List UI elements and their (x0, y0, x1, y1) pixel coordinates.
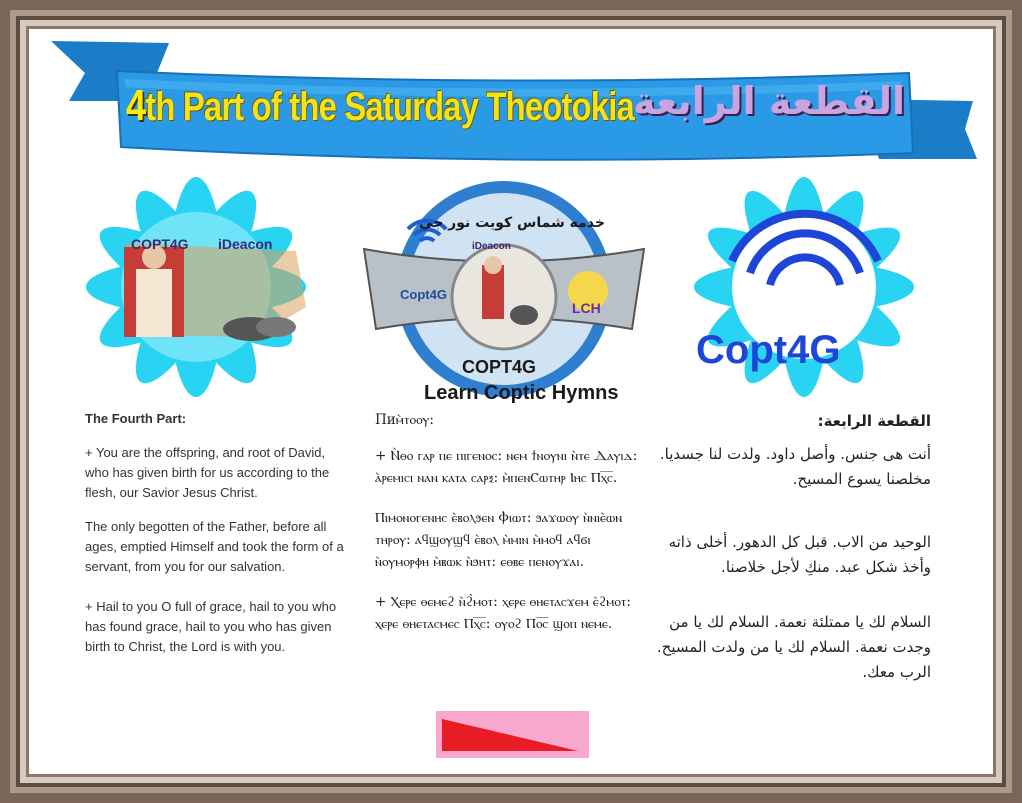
arabic-paragraph-2: الوحيد من الاب. قبل كل الدهور. أخلى ذاته وأخذ شكل عبد. منكِ لأجل خلاصنا. (668, 533, 931, 576)
flower-petals-left (36, 177, 371, 397)
title-banner (29, 29, 993, 199)
banner-title-number: 4 (126, 81, 146, 130)
english-heading: The Fourth Part: (85, 411, 187, 426)
center-logo-brand: COPT4G (462, 357, 537, 377)
coptic-paragraph-2: Ⲡⲓⲙⲟⲛⲟⲅⲉⲛⲏⲥ ⲉ̀ⲃⲟⲗϧⲉⲛ Ⲫⲓⲱⲧ: ϧⲁϫⲱⲟⲩ ⲛ̀ⲛⲓⲉ̀ⲱⲛ ⲧⲏⲣⲟⲩ: ⲁϥϣⲟⲩϣϥ ⲉ̀ⲃⲟⲗ ⲙ̀ⲙⲓⲛ ⲙ̀ⲙⲟϥ ⲁϥϭⲓ ⲛ̀ⲟⲩⲙⲟⲣⲫⲏ ⲙ̀ⲃⲱⲕ ⲛ̀ϧⲏⲧ: ⲉⲑⲃⲉ ⲡⲉⲛⲟⲩϫⲁⲓ. (375, 510, 623, 570)
coptic-paragraph-3: + Ⲭⲉⲣⲉ ⲑⲉⲙⲉϩ ⲛ̀ϩ̀ⲙⲟⲧ: ⲭⲉⲣⲉ ⲑⲏⲉⲧⲁⲥϫⲉⲙ ⲉ̀ϩⲙⲟⲧ: ⲭⲉⲣⲉ ⲑⲏⲉⲧⲁⲥⲙⲉⲥ Ⲡⲭ̅ⲥ̅: ⲟⲩⲟϩ Ⲡⲟ̅ⲥ̅ ϣⲟⲡ ⲛⲉⲙⲉ. (375, 594, 631, 632)
arabic-paragraph-3: السلام لك يا ممتلئة نعمة. السلام لك يا من وجدت نعمة. السلام لك يا من ولدت المسيح. الرب معك. (656, 613, 931, 681)
center-logo-sub: iDeacon (472, 241, 511, 252)
center-logo-arc-text: خدمه شماس كويت نور جي (419, 215, 605, 231)
center-logo-graphic (362, 179, 647, 404)
left-logo-brand: COPT4G (131, 236, 189, 252)
arabic-heading: القطعة الرابعة: (817, 412, 931, 430)
flower-petals-right (634, 177, 979, 397)
coptic-paragraph-1: + Ⲛ̀ⲑⲟ ⲅⲁⲣ ⲡⲉ ⲡⲓⲅⲉⲛⲟⲥ: ⲛⲉⲙ ϯⲛⲟⲩⲛⲓ ⲛ̀ⲧⲉ Ⲇⲁⲩⲓⲇ: ⲁ̀ⲣⲉⲙⲓⲥⲓ ⲛⲁⲛ ⲕⲁⲧⲁ ⲥⲁⲣⲝ: ⲙ̀ⲡⲉⲛⲤⲱⲧⲏⲣ Ⲓⲏⲥ Ⲡⲭ̅ⲥ̅. (375, 448, 638, 486)
left-logo-sub: iDeacon (218, 236, 273, 252)
banner-title-text: th Part of the Saturday Theotokia (145, 85, 634, 129)
center-logo[interactable] (362, 179, 647, 404)
red-triangle-icon (436, 711, 589, 758)
english-paragraph-1: + You are the offspring, and root of David, who has given birth for us according to the flesh, our Savior Jesus Christ. (85, 445, 330, 500)
banner-title (126, 81, 634, 141)
center-logo-left-badge: Copt4G (400, 287, 447, 302)
right-logo-flower[interactable] (634, 177, 979, 397)
coptic-column (375, 409, 640, 649)
right-logo-brand: Copt4G (696, 328, 841, 372)
center-logo-bottom: Learn Coptic Hymns (424, 382, 619, 404)
english-column (85, 409, 350, 671)
left-logo-flower[interactable] (36, 177, 371, 397)
next-part-button[interactable] (436, 711, 589, 758)
center-logo-right-badge: LCH (572, 300, 601, 316)
english-paragraph-2: The only begotten of the Father, before all ages, emptied Himself and took the form of a servant, from you for our salvation. (85, 519, 344, 574)
arabic-column (649, 409, 931, 699)
arabic-paragraph-1: أنت هى جنس. وأصل داود. ولدت لنا جسديا. مخلصنا يسوع المسيح. (659, 445, 931, 488)
content-canvas (29, 29, 993, 774)
english-paragraph-3: + Hail to you O full of grace, hail to you who has found grace, hail to you who has given birth to Christ, the Lord is with you. (85, 599, 337, 654)
banner-title-arabic: القطعة الرابعة (632, 79, 906, 123)
coptic-heading: Пиⲙ̀ⲧⲟⲟⲩ: (375, 412, 434, 428)
